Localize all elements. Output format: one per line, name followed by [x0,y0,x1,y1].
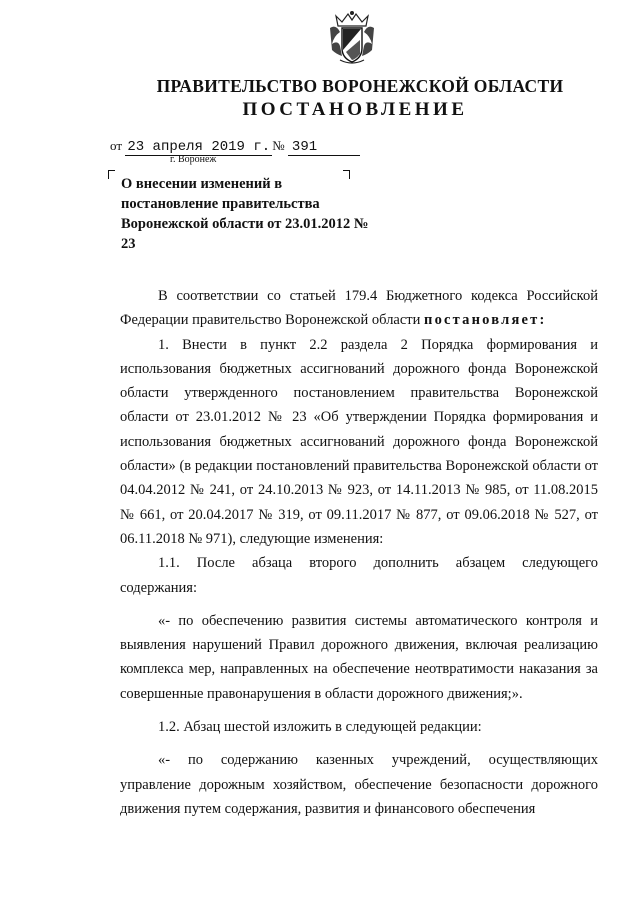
paragraph-item-1-2: 1.2. Абзац шестой изложить в следующей редакции: [158,719,482,736]
document-date: 23 апреля 2019 г. [125,139,272,156]
paragraph-preamble [120,284,598,333]
paragraph-item-1: 1. Внести в пункт 2.2 раздела 2 Порядка формирования и использования бюджетных ассигнований дорожного фонда Воронежской области утвержденного постановлением правительства Воронежской области от 23.01.2012 № 23 «Об утверждении Порядка формирования и использования бюджетных ассигнований дорожного фонда Воронежской области» (в редакции постановлений правительства Воронежской области от 04.04.2012 № 241, от 24.10.2013 № 923, от 14.11.2013 № 985, от 11.08.2015 № 661, от 20.04.2017 № 319, от 09.11.2017 № 877, от 09.06.2018 № 527, от 06.11.2018 № 971), следующие изменения: [120,336,598,547]
document-type-title: ПОСТАНОВЛЕНИЕ [242,99,468,120]
document-body [120,284,598,821]
paragraph-quote-1: «- по обеспечению развития системы автоматического контроля и выявления нарушений Правил дорожного движения, включая реализацию комплекса мер, направленных на обеспечение неотвратимости наказания за совершенные правонарушения в области дорожного движения;». [120,612,598,702]
paragraph-item-1-1: 1.1. После абзаца второго дополнить абзацем следующего содержания: [120,555,598,596]
document-number: 391 [288,139,360,156]
paragraph-quote-2: «- по содержанию казенных учреждений, осуществляющих управление дорожным хозяйством, обеспечение безопасности дорожного движения путем содержания, развития и финансового обеспечения [120,752,598,817]
organization-title: ПРАВИТЕЛЬСТВО ВОРОНЕЖСКОЙ ОБЛАСТИ [156,76,564,96]
preamble-text: В соответствии со статьей 179.4 Бюджетного кодекса Российской Федерации правительство Воронежской области [120,288,598,329]
date-number-line [110,138,360,156]
subject-corner-left [108,170,115,179]
document-subject: О внесении изменений в постановление правительства Воронежской области от 23.01.2012 № 23 [121,176,369,252]
coat-of-arms-icon [326,10,378,66]
preamble-decree-word: постановляет: [424,312,547,329]
date-prefix: от [110,138,123,153]
city-label: г. Воронеж [170,154,217,165]
number-sign: № [272,138,285,153]
